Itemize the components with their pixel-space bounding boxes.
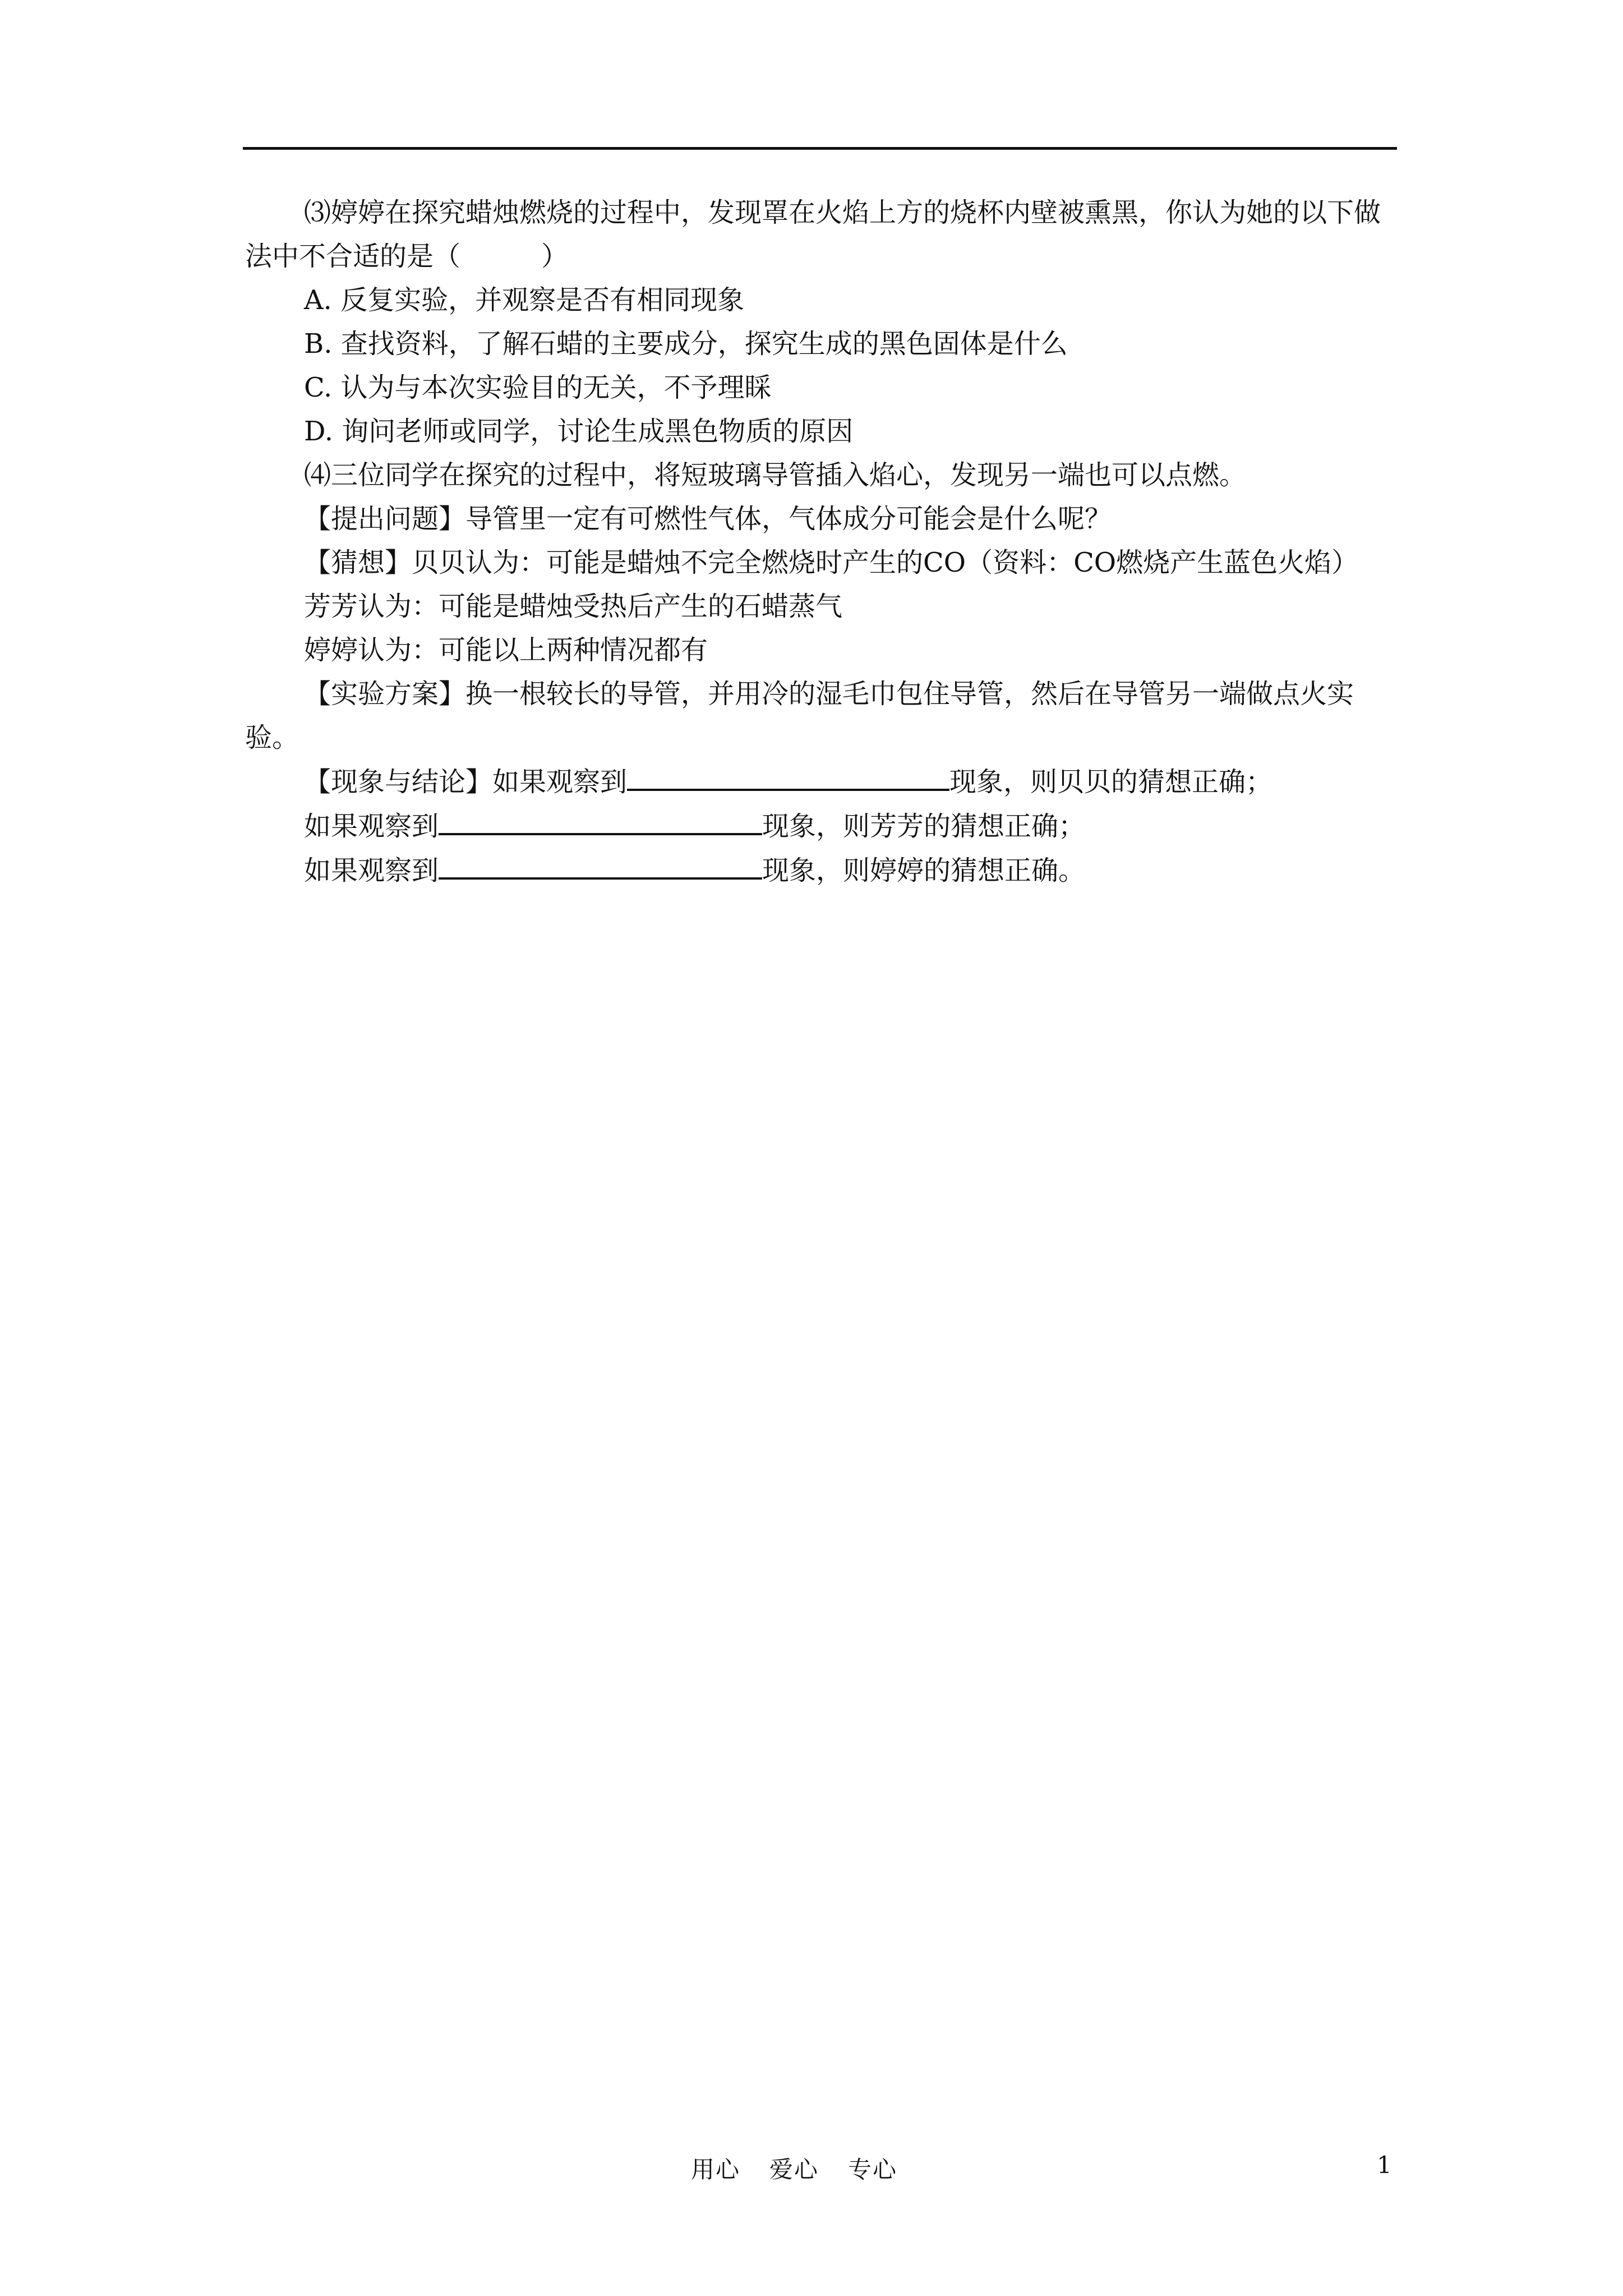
conclusion-3 bbox=[245, 848, 1397, 892]
conclusion-1-suffix: 现象，则贝贝的猜想正确； bbox=[949, 766, 1273, 798]
question-3-stem: ⑶婷婷在探究蜡烛燃烧的过程中，发现罩在火焰上方的烧杯内壁被熏黑，你认为她的以下做法中不合适的是（ ） bbox=[245, 197, 1381, 272]
footer-motto bbox=[691, 2151, 897, 2185]
footer-motto-1: 用心 bbox=[691, 2156, 741, 2183]
answer-blank-3[interactable] bbox=[439, 848, 762, 880]
question-4-intro: ⑷三位同学在探究的过程中，将短玻璃导管插入焰心，发现另一端也可以点燃。 bbox=[304, 459, 1247, 491]
question-4-problem: 【提出问题】导管里一定有可燃性气体，气体成分可能会是什么呢？ bbox=[304, 503, 1112, 535]
header-rule bbox=[243, 147, 1397, 150]
guess-fangfang: 芳芳认为：可能是蜡烛受热后产生的石蜡蒸气 bbox=[304, 591, 843, 622]
conclusion-1 bbox=[245, 760, 1397, 804]
experiment-plan: 【实验方案】换一根较长的导管，并用冷的湿毛巾包住导管，然后在导管另一端做点火实验。 bbox=[245, 678, 1354, 753]
conclusion-3-prefix: 如果观察到 bbox=[304, 855, 439, 886]
conclusion-2-suffix: 现象，则芳芳的猜想正确； bbox=[762, 811, 1086, 842]
conclusion-2-prefix: 如果观察到 bbox=[304, 811, 439, 842]
option-c: C. 认为与本次实验目的无关，不予理睬 bbox=[304, 372, 772, 403]
option-b: B. 查找资料，了解石蜡的主要成分，探究生成的黑色固体是什么 bbox=[304, 328, 1068, 360]
page-number: 1 bbox=[1377, 2151, 1392, 2179]
guess-tingting: 婷婷认为：可能以上两种情况都有 bbox=[304, 634, 708, 666]
conclusion-3-suffix: 现象，则婷婷的猜想正确。 bbox=[762, 855, 1086, 886]
answer-blank-2[interactable] bbox=[439, 804, 762, 835]
footer-motto-3: 专心 bbox=[848, 2156, 898, 2183]
answer-blank-1[interactable] bbox=[627, 760, 949, 791]
document-body bbox=[245, 191, 1397, 892]
conclusion-2 bbox=[245, 804, 1397, 848]
option-a: A. 反复实验，并观察是否有相同现象 bbox=[304, 284, 745, 316]
footer-motto-2: 爱心 bbox=[769, 2156, 819, 2183]
guess-beibei: 【猜想】贝贝认为：可能是蜡烛不完全燃烧时产生的CO（资料：CO燃烧产生蓝色火焰） bbox=[304, 547, 1359, 578]
conclusion-1-prefix: 【现象与结论】如果观察到 bbox=[304, 766, 628, 798]
option-d: D. 询问老师或同学，讨论生成黑色物质的原因 bbox=[304, 416, 854, 447]
